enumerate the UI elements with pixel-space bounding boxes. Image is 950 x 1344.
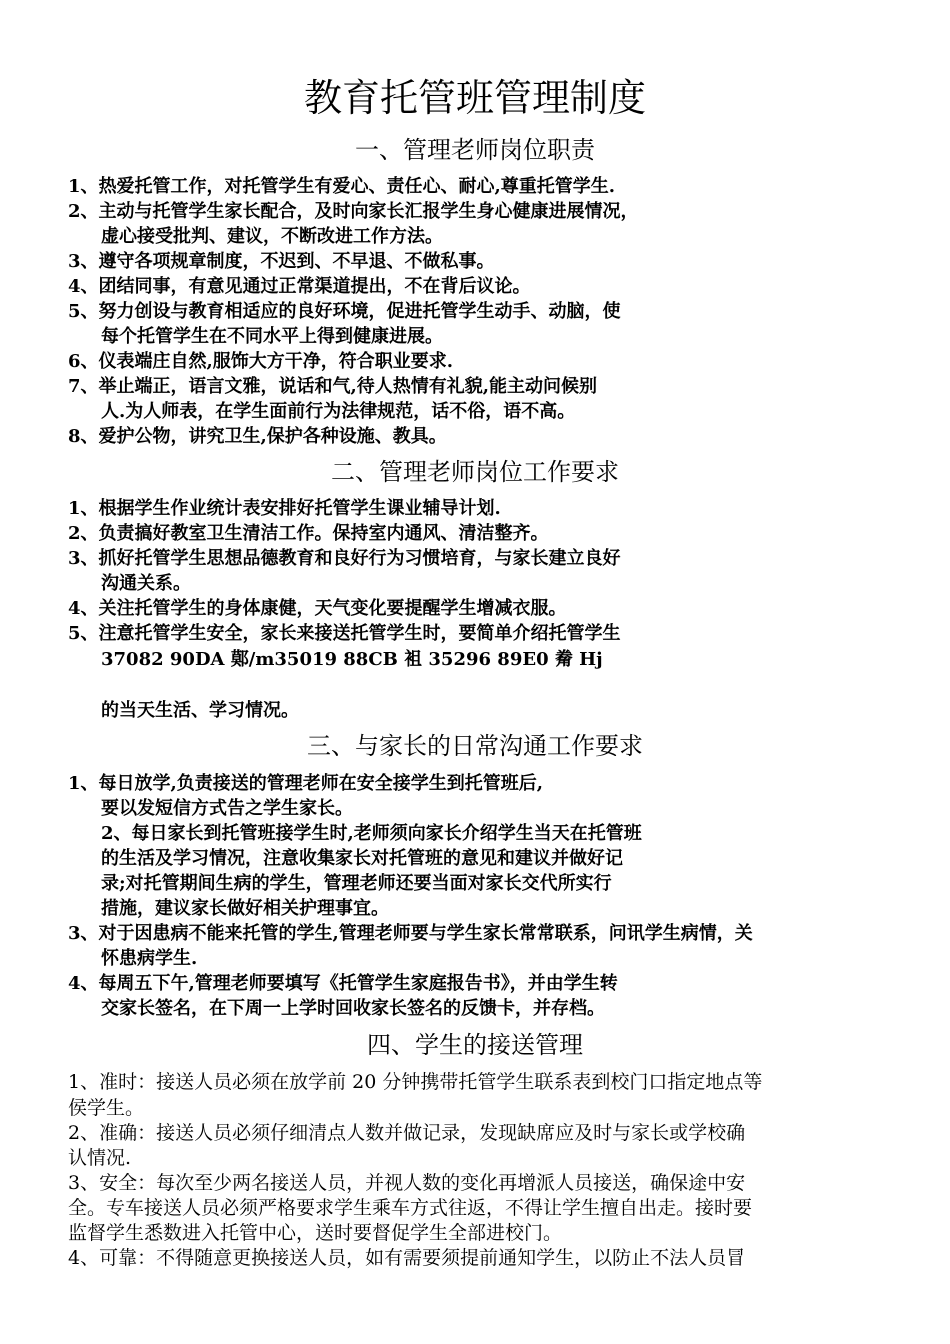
text-line: 37082 90DA 鄚/m35019 88CB 袓 35296 89E0 觠 Hj [101,649,603,670]
text-line: 措施，建议家长做好相关护理事宜。 [101,898,389,919]
text-line: 沟通关系。 [101,573,191,594]
text-line: 要以发短信方式告之学生家长。 [101,798,353,819]
text-line: 2、主动与托管学生家长配合，及时向家长汇报学生身心健康进展情况， [68,201,639,222]
text-line: 人.为人师表，在学生面前行为法律规范，话不俗，语不高。 [101,401,576,422]
text-line: 8、爱护公物，讲究卫生,保护各种设施、教具。 [68,426,447,447]
text-line: 3、抓好托管学生思想品德教育和良好行为习惯培育，与家长建立良好 [68,548,621,569]
text-line: 7、举止端正，语言文雅，说话和气,待人热情有礼貌,能主动问候别 [68,376,598,397]
text-line: 侯学生。 [68,1097,145,1119]
text-line: 的生活及学习情况，注意收集家长对托管班的意见和建议并做好记 [101,848,623,869]
text-line: 3、遵守各项规章制度，不迟到、不早退、不做私事。 [68,251,495,272]
text-line: 全。专车接送人员必须严格要求学生乘车方式往返，不得让学生擅自出走。接时要 [68,1197,753,1219]
section-heading-4: 四、学生的接送管理 [367,1031,583,1059]
text-line: 6、仪表端庄自然,服饰大方干净，符合职业要求. [68,351,454,372]
text-line: 虚心接受批判、建议，不断改进工作方法。 [101,226,443,247]
text-line: 1、热爱托管工作，对托管学生有爱心、责任心、耐心,尊重托管学生. [68,176,616,197]
text-line: 5、注意托管学生安全，家长来接送托管学生时，要简单介绍托管学生 [68,623,621,644]
text-line: 4、关注托管学生的身体康健，天气变化要提醒学生增减衣服。 [68,598,567,619]
document-title: 教育托管班管理制度 [303,76,646,120]
text-line: 4、团结同事，有意见通过正常渠道提出，不在背后议论。 [68,276,531,297]
text-line: 2、每日家长到托管班接学生时,老师须向家长介绍学生当天在托管班 [101,823,642,844]
section-heading-1: 一、管理老师岗位职责 [355,136,595,164]
text-line: 3、安全：每次至少两名接送人员，并视人数的变化再增派人员接送，确保途中安 [68,1172,746,1194]
text-line: 每个托管学生在不同水平上得到健康进展。 [101,326,443,347]
text-line: 3、对于因患病不能来托管的学生,管理老师要与学生家长常常联系，问讯学生病情，关 [68,923,753,944]
text-line: 1、根据学生作业统计表安排好托管学生课业辅导计划. [68,498,501,519]
section-heading-2: 二、管理老师岗位工作要求 [331,458,619,486]
text-line: 4、可靠：不得随意更换接送人员，如有需要须提前通知学生，以防止不法人员冒 [68,1247,746,1269]
section-heading-3: 三、与家长的日常沟通工作要求 [307,732,643,760]
text-line: 监督学生悉数进入托管中心，送时要督促学生全部进校门。 [68,1222,563,1244]
text-line: 认情况. [68,1147,132,1169]
text-line: 录;对托管期间生病的学生，管理老师还要当面对家长交代所实行 [101,873,612,894]
text-line: 2、准确：接送人员必须仔细清点人数并做记录，发现缺席应及时与家长或学校确 [68,1122,746,1144]
text-line: 5、努力创设与教育相适应的良好环境，促进托管学生动手、动脑，使 [68,301,621,322]
text-line: 1、每日放学,负责接送的管理老师在安全接学生到托管班后, [68,773,544,794]
text-line: 的当天生活、学习情况。 [101,700,299,721]
text-line: 怀患病学生. [101,948,198,969]
text-line: 1、准时：接送人员必须在放学前 20 分钟携带托管学生联系表到校门口指定地点等 [68,1071,763,1093]
text-line: 4、每周五下午,管理老师要填写《托管学生家庭报告书》，并由学生转 [68,973,618,994]
text-line: 2、负责搞好教室卫生清洁工作。保持室内通风、清洁整齐。 [68,523,549,544]
text-line: 交家长签名，在下周一上学时回收家长签名的反馈卡，并存档。 [101,998,605,1019]
